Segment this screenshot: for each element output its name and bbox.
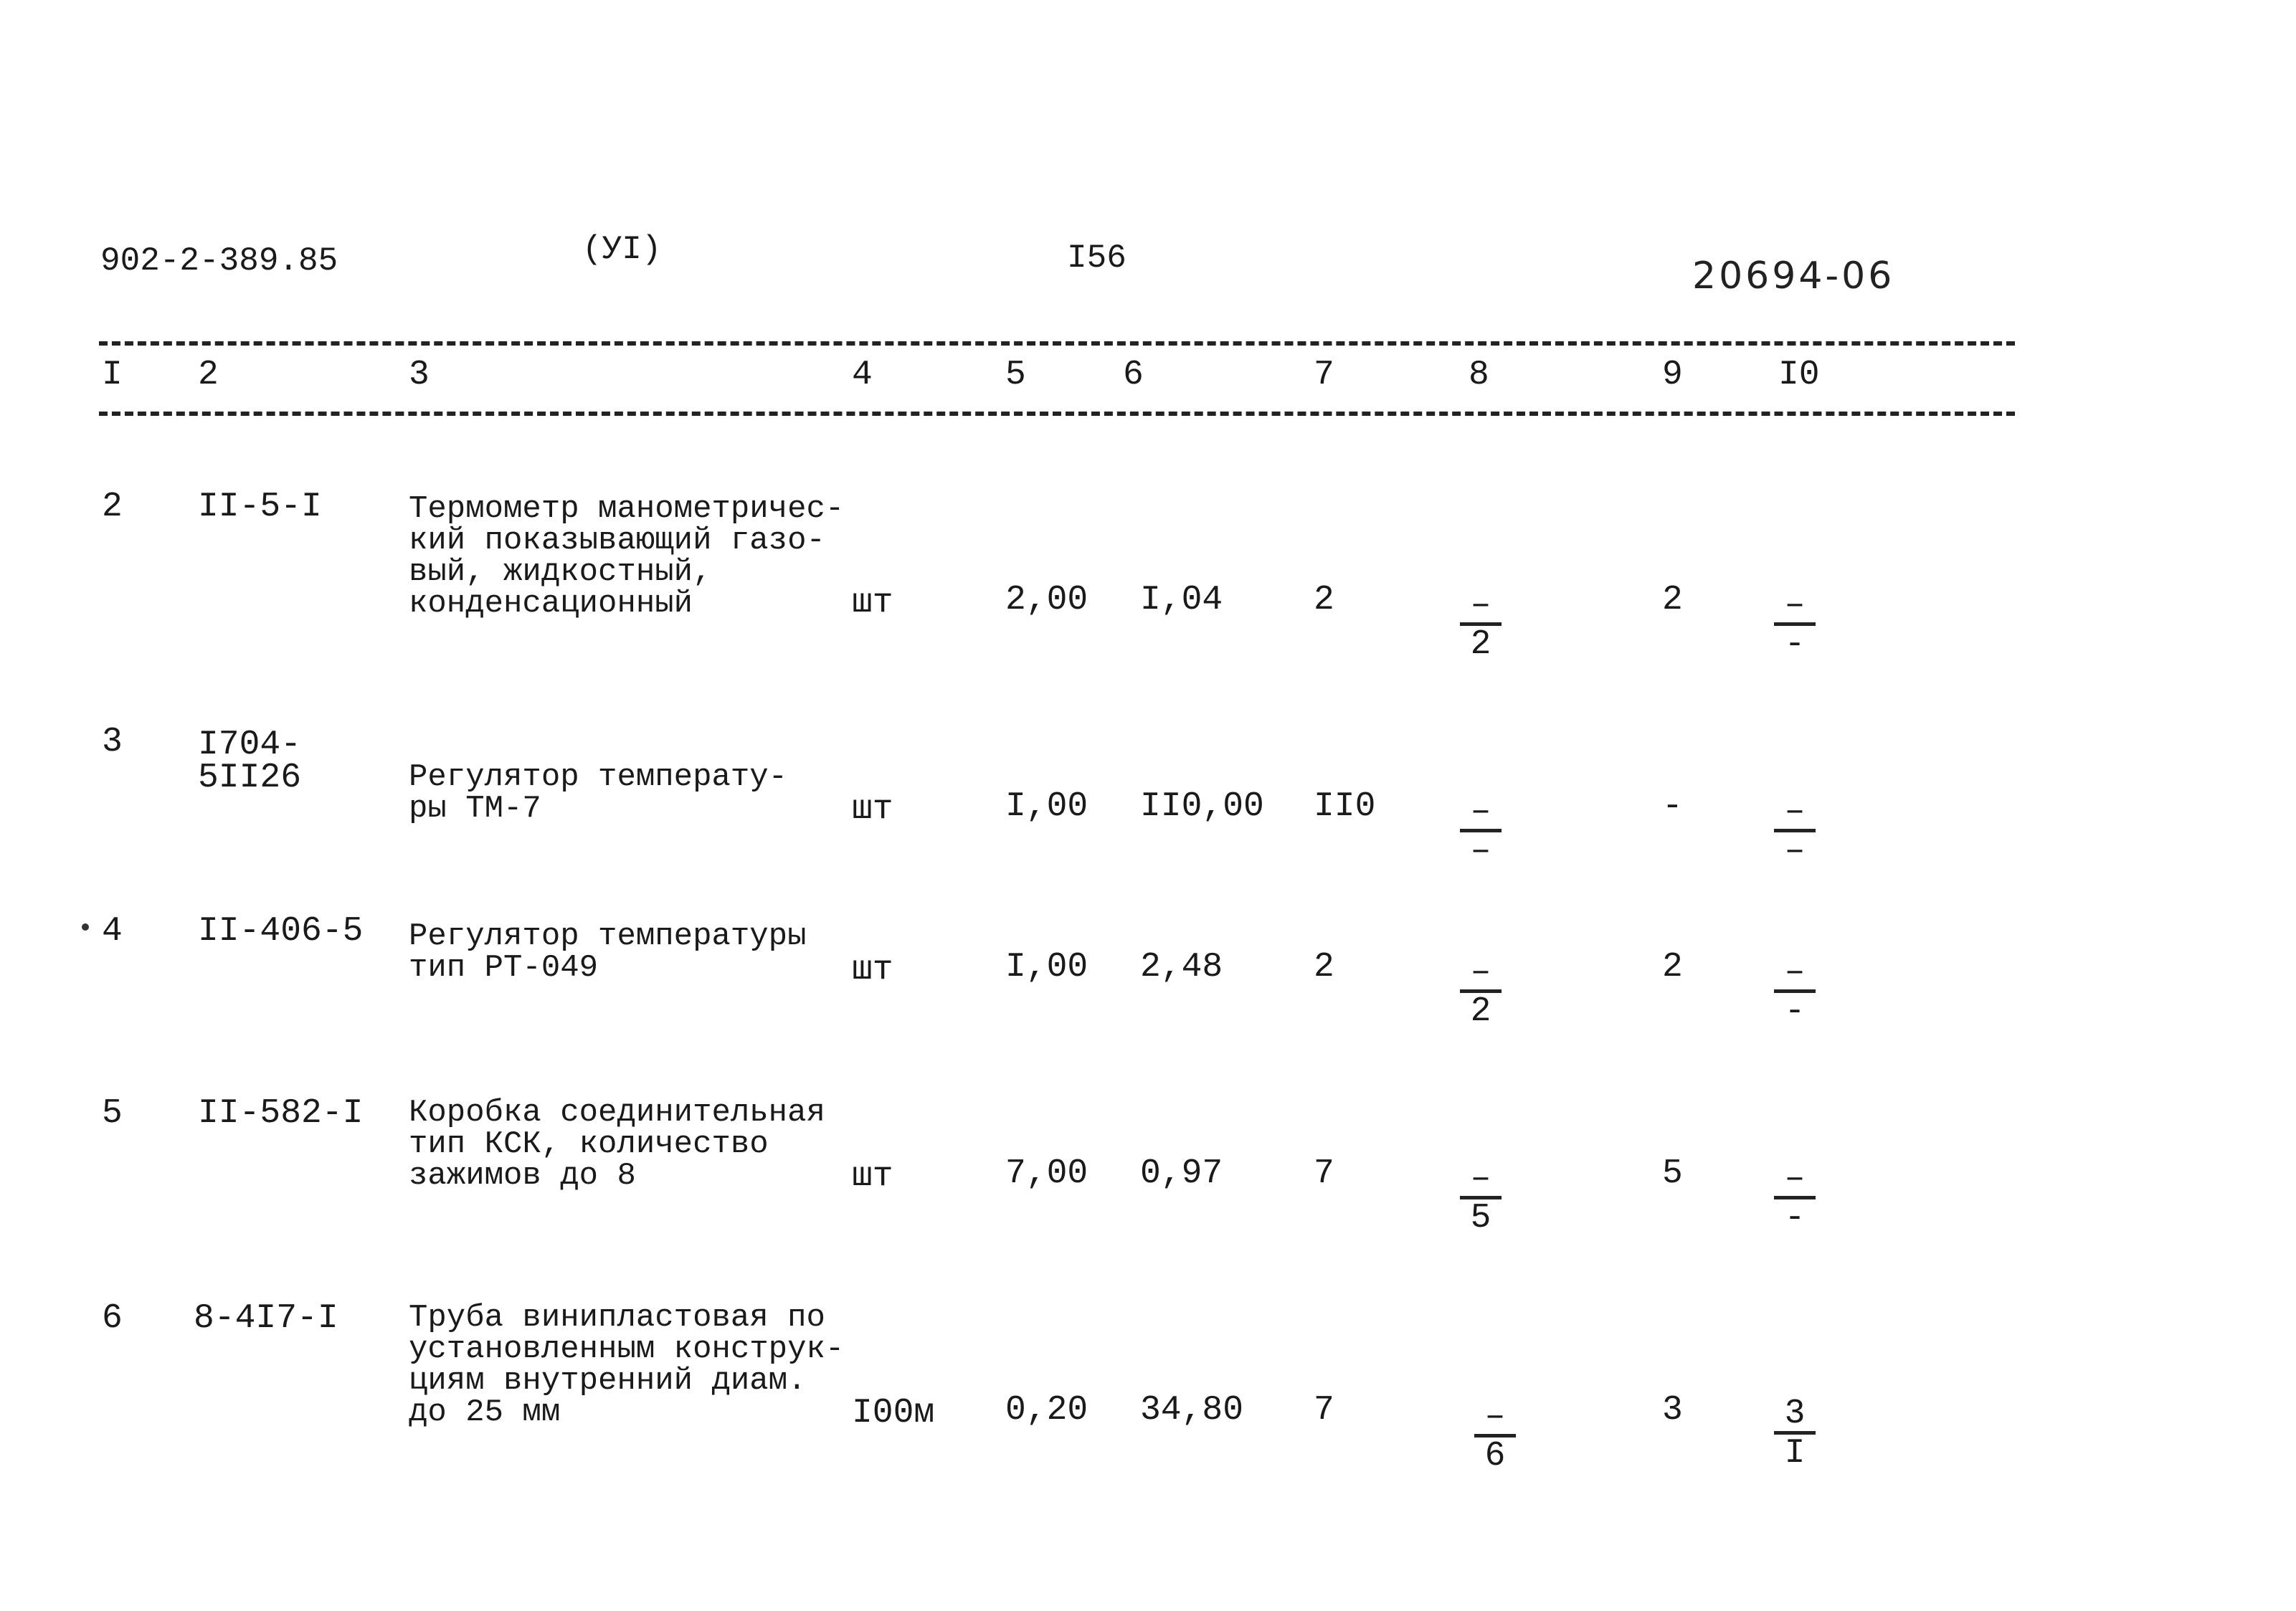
row-unit: шт: [852, 790, 893, 829]
column-number-10: I0: [1778, 356, 1820, 394]
row-name: Термометр манометричес- кий показывающий газо- вый, жидкостный, конденсационный: [409, 491, 845, 622]
row-col8-bottom: 2: [1470, 992, 1491, 1031]
row-unit: шт: [852, 584, 893, 622]
row-col5: 0,20: [1005, 1391, 1088, 1430]
row-col10: [1770, 1394, 1820, 1473]
row-unit: шт: [852, 1157, 893, 1196]
row-name: Регулятор температуры тип РТ-049: [409, 918, 807, 986]
row-col7: 7: [1314, 1391, 1334, 1430]
row-col5: I,00: [1005, 787, 1088, 826]
row-name: Регулятор температу- ры ТМ-7: [409, 759, 788, 827]
column-number-5: 5: [1005, 356, 1026, 394]
handwritten-number: 20694-06: [1692, 255, 1895, 298]
header-rule-bottom: [99, 412, 2015, 416]
row-col10: [1770, 586, 1820, 664]
row-col10-top: –: [1784, 953, 1806, 992]
row-position: 4: [102, 912, 123, 951]
row-col10-bottom: -: [1784, 992, 1806, 1031]
row-col5: 2,00: [1005, 581, 1088, 619]
column-number-9: 9: [1662, 356, 1683, 394]
row-col8: [1456, 586, 1506, 664]
row-code: II-406-5: [198, 912, 364, 951]
row-col8: [1456, 1159, 1506, 1237]
row-col10-top: –: [1784, 1159, 1806, 1198]
row-col8-top: –: [1470, 792, 1491, 831]
row-position: 5: [102, 1094, 123, 1133]
row-name: Коробка соединительная тип КСК, количество зажимов до 8: [409, 1095, 825, 1194]
row-col8-bottom: 5: [1470, 1199, 1491, 1237]
row-col5: I,00: [1005, 948, 1088, 987]
row-col6: II0,00: [1140, 787, 1264, 826]
row-col8-top: –: [1470, 586, 1491, 624]
row-col10-top: 3: [1784, 1394, 1806, 1433]
column-number-8: 8: [1469, 356, 1489, 394]
row-code: II-5-I: [198, 488, 322, 526]
row-col8: [1456, 953, 1506, 1031]
section-number: (УI): [582, 231, 662, 268]
header-rule-top: [99, 341, 2015, 346]
row-col8-bottom: –: [1470, 832, 1491, 870]
row-position: 3: [102, 723, 123, 761]
margin-dot: [82, 923, 89, 931]
row-col6: 34,80: [1140, 1391, 1244, 1430]
row-col9: 3: [1662, 1391, 1683, 1430]
row-col6: 2,48: [1140, 948, 1223, 987]
row-col8-top: –: [1470, 1159, 1491, 1198]
row-col9: 2: [1662, 948, 1683, 987]
column-number-2: 2: [198, 356, 219, 394]
row-code: II-582-I: [198, 1094, 364, 1133]
column-number-7: 7: [1314, 356, 1334, 394]
row-col8-bottom: 6: [1484, 1437, 1506, 1475]
row-col6: 0,97: [1140, 1154, 1223, 1193]
row-col10-top: –: [1784, 586, 1806, 624]
row-unit: I00м: [852, 1394, 935, 1432]
row-col7: 2: [1314, 581, 1334, 619]
column-number-1: I: [102, 356, 123, 394]
row-col10-top: –: [1784, 792, 1806, 831]
row-col10: [1770, 792, 1820, 870]
row-unit: шт: [852, 951, 893, 989]
row-col8-top: –: [1484, 1397, 1506, 1436]
row-col7: II0: [1314, 787, 1376, 826]
doc-code: 902-2-389.85: [100, 242, 338, 280]
row-col10-bottom: -: [1784, 625, 1806, 664]
column-number-6: 6: [1123, 356, 1144, 394]
row-col9: 2: [1662, 581, 1683, 619]
row-col10: [1770, 953, 1820, 1031]
row-col9: 5: [1662, 1154, 1683, 1193]
row-col8: [1456, 792, 1506, 870]
row-code: I704- 5II26: [198, 726, 302, 797]
row-col10-bottom: -: [1784, 1199, 1806, 1237]
row-col5: 7,00: [1005, 1154, 1088, 1193]
row-col7: 2: [1314, 948, 1334, 987]
row-col10-bottom: –: [1784, 832, 1806, 870]
row-name: Труба винипластовая по установленным конструк- циям внутренний диам. до 25 мм: [409, 1300, 845, 1430]
page-number: I56: [1067, 239, 1126, 277]
row-col10-bottom: I: [1784, 1434, 1806, 1473]
row-code: 8-4I7-I: [194, 1299, 338, 1338]
row-col10: [1770, 1159, 1820, 1237]
row-col8-top: –: [1470, 953, 1491, 992]
column-number-3: 3: [409, 356, 430, 394]
row-position: 2: [102, 488, 123, 526]
row-position: 6: [102, 1299, 123, 1338]
column-number-4: 4: [852, 356, 873, 394]
row-col7: 7: [1314, 1154, 1334, 1193]
row-col8: [1470, 1397, 1520, 1475]
row-col9: -: [1662, 787, 1683, 826]
row-col8-bottom: 2: [1470, 625, 1491, 664]
row-col6: I,04: [1140, 581, 1223, 619]
